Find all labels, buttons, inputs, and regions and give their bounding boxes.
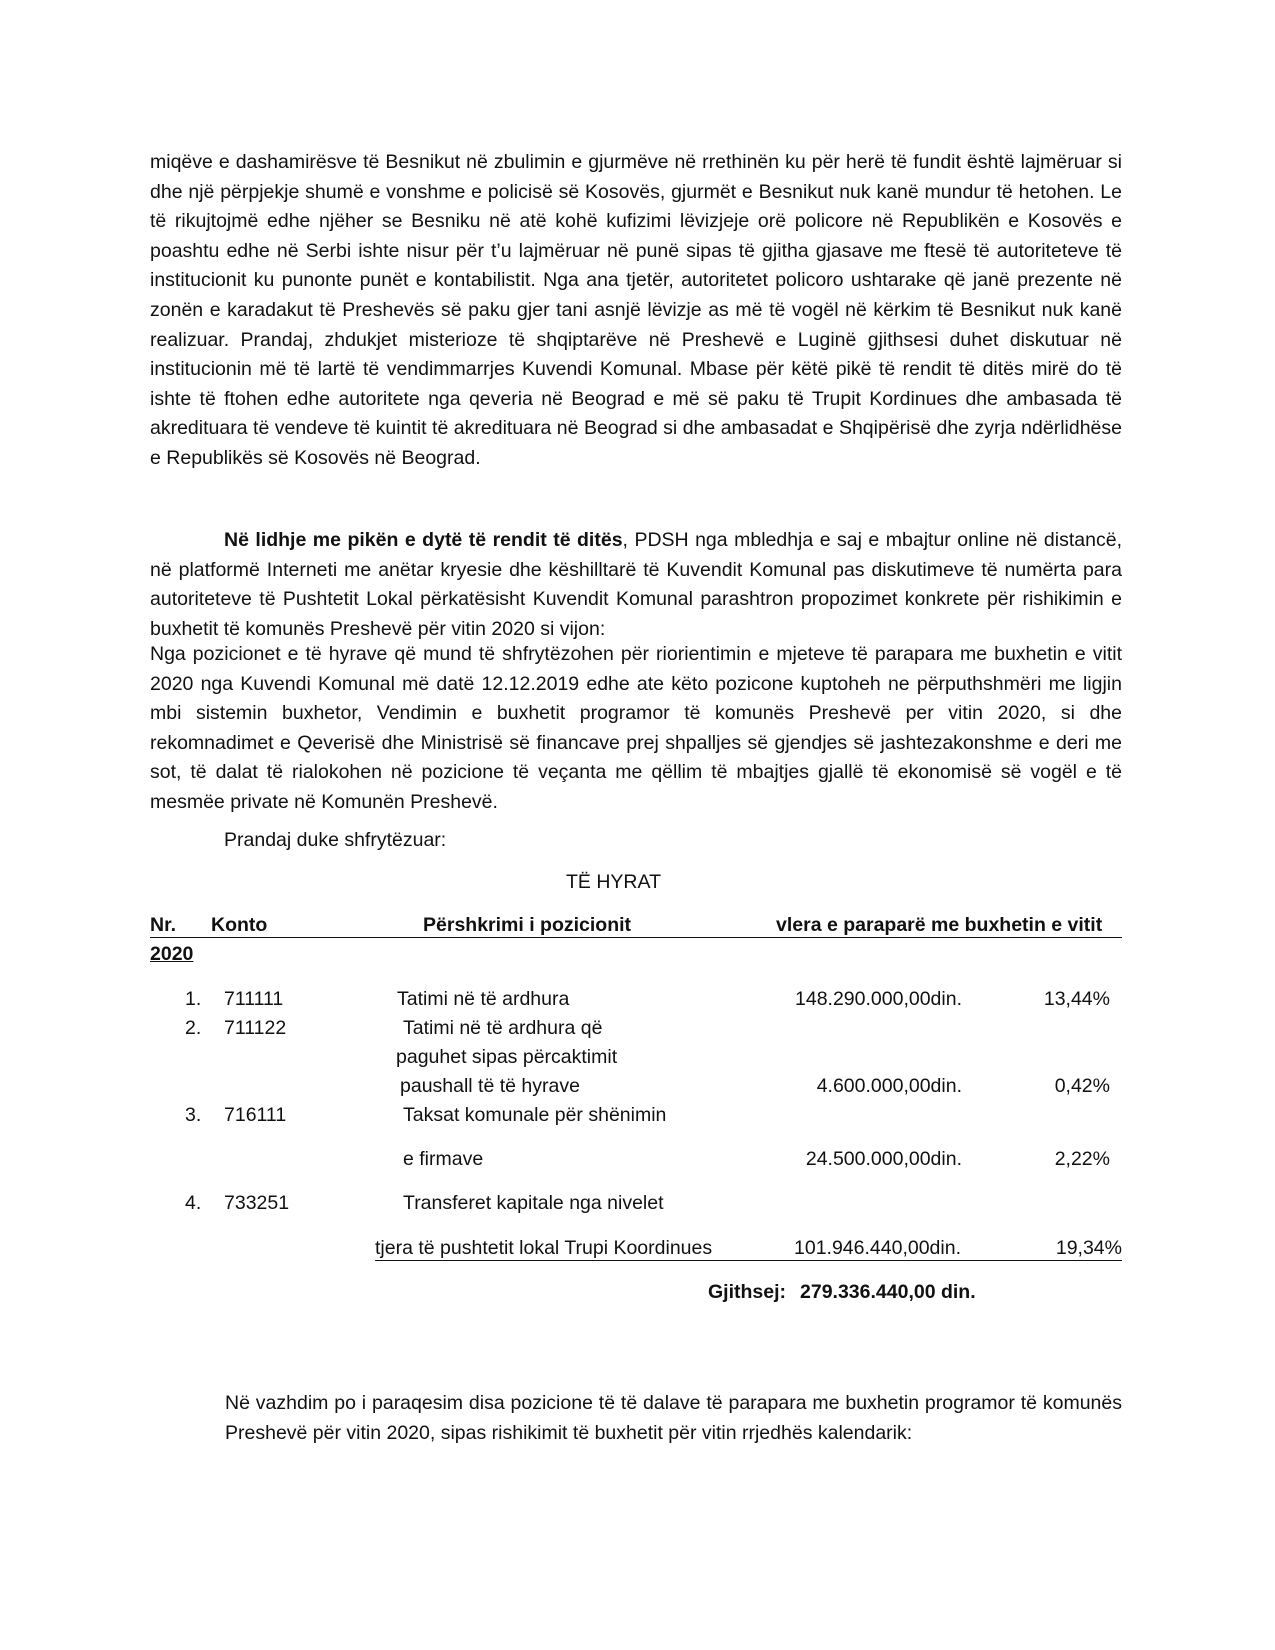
- table-title: TË HYRAT: [566, 871, 661, 893]
- row-1-percent: 13,44%: [1043, 988, 1110, 1010]
- point-two-paragraph: [150, 526, 1122, 644]
- header-year: 2020: [150, 943, 194, 965]
- header-underline: [150, 937, 1122, 938]
- header-description: Përshkrimi i pozicionit: [423, 914, 632, 936]
- row-4-amount: 101.946.440,00din.: [794, 1237, 961, 1259]
- row-4-percent: 19,34%: [1055, 1237, 1122, 1259]
- row-3-nr: 3.: [185, 1104, 202, 1126]
- total-label: Gjithsej:: [708, 1281, 787, 1303]
- row-1-desc: Tatimi në të ardhura: [397, 988, 570, 1010]
- revenue-paragraph: Nga pozicionet e të hyrave që mund të shfrytëzohen për riorientimin e mjeteve të parapara me buxhetin e vitit 2020 nga Kuvendi Komunal më datë 12.12.2019 edhe ate këto pozicone kuptoheh ne përputhshmëri me ligjin mbi sistemin buxhetor, Vendimin e buxhetit programor të komunës Preshevë per vitin 2020, si dhe rekomnadimet e Qeverisë dhe Ministrisë së financave prej shpalljes së gjendjes së jashtezakonshme e deri me sot, të dalat të rialokohen në pozicione të veçanta me qëllim të mbajtjes gjallë të ekonomisë së vogël e të mesmëe private në Komunën Preshevë.: [150, 643, 1122, 813]
- row-3-amount: 24.500.000,00din.: [805, 1148, 962, 1170]
- therefore-line: Prandaj duke shfrytëzuar:: [224, 829, 447, 851]
- row-4-desc-line-1: Transferet kapitale nga nivelet: [403, 1192, 664, 1214]
- point-two-text: , PDSH nga mbledhja e saj e mbajtur online në distancë, në platformë Interneti me anëtar kryesie dhe këshilltarë të Kuvendit Komunal pas diskutimeve të numërta para autoriteteve të Pushtetit Lokal përkatësisht Kuvendit Komunal parashtron propozimet konkrete për rishikimin e buxhetit të komunës Preshevë për vitin 2020 si vijon:: [150, 529, 1122, 640]
- row-3-konto: 716111: [224, 1104, 287, 1126]
- row-2-nr: 2.: [185, 1017, 202, 1039]
- row-4-konto: 733251: [224, 1192, 290, 1214]
- header-value: vlera e paraparë me buxhetin e vitit: [776, 914, 1103, 936]
- row-2-konto: 711122: [224, 1017, 287, 1039]
- row-1-nr: 1.: [185, 988, 202, 1010]
- row-4-desc-line-2: tjera të pushtetit lokal Trupi Koordinues: [375, 1237, 713, 1259]
- header-nr: Nr.: [150, 914, 177, 936]
- intro-paragraph: miqëve e dashamirësve të Besnikut në zbulimin e gjurmëve në rrethinën ku për herë të fundit është lajmëruar si dhe një përpjekje shumë e vonshme e policisë së Kosovës, gjurmët e Besnikut nuk kanë mundur të hetohen. Le të rikujtojmë edhe njëher se Besniku në atë kohë kufizimi lëvizjeje orë policore në Republikën e Kosovës e poashtu edhe në Serbi ishte nisur për t’u lajmëruar në punë sipas të gjitha gjasave me ftesë të autoriteteve të institucionit ku punonte punët e kontabilistit. Nga ana tjetër, autoritetet policoro ushtarake që janë prezente në zonën e karadakut të Preshevës së paku gjer tani asnjë lëvizje as më të vogël në kërkim të Besnikut nuk kanë realizuar. Prandaj, zhdukjet misterioze të shqiptarëve në Preshevë e Luginë gjithsesi duhet diskutuar në institucionin më të lartë të vendimmarrjes Kuvendi Komunal. Mbase për këtë pikë të rendit të ditës mirë do të ishte të ftohen edhe autoritete nga qeveria në Beograd e më së paku të Trupit Kordinues dhe ambasada të akredituara të vendeve të kuintit të akredituara në Beograd si dhe ambasadat e Shqipërisë dhe zyrja ndërlidhëse e Republikës së Kosovës në Beograd.: [150, 151, 1122, 469]
- row-4-underline: [375, 1260, 1122, 1261]
- closing-paragraph: Në vazhdim po i paraqesim disa pozicione të të dalave të parapara me buxhetin programor të komunës Preshevë për vitin 2020, sipas rishikimit të buxhetit për vitin rrjedhës kalendarik:: [225, 1392, 1122, 1444]
- row-1-amount: 148.290.000,00din.: [795, 988, 962, 1010]
- row-4-nr: 4.: [185, 1192, 202, 1214]
- row-2-desc-line-3: paushall të të hyrave: [400, 1075, 580, 1097]
- row-2-desc-line-2: paguhet sipas përcaktimit: [396, 1046, 618, 1068]
- point-two-heading: Në lidhje me pikën e dytë të rendit të ditës: [224, 529, 623, 551]
- row-3-desc-line-1: Taksat komunale për shënimin: [403, 1104, 667, 1126]
- row-3-desc-line-2: e firmave: [403, 1148, 484, 1170]
- header-konto: Konto: [211, 914, 268, 936]
- total-value: 279.336.440,00 din.: [800, 1281, 976, 1303]
- row-2-amount: 4.600.000,00din.: [816, 1075, 962, 1097]
- row-3-percent: 2,22%: [1054, 1148, 1110, 1170]
- row-2-percent: 0,42%: [1054, 1075, 1110, 1097]
- row-2-desc-line-1: Tatimi në të ardhura që: [403, 1017, 603, 1039]
- row-1-konto: 711111: [224, 988, 284, 1010]
